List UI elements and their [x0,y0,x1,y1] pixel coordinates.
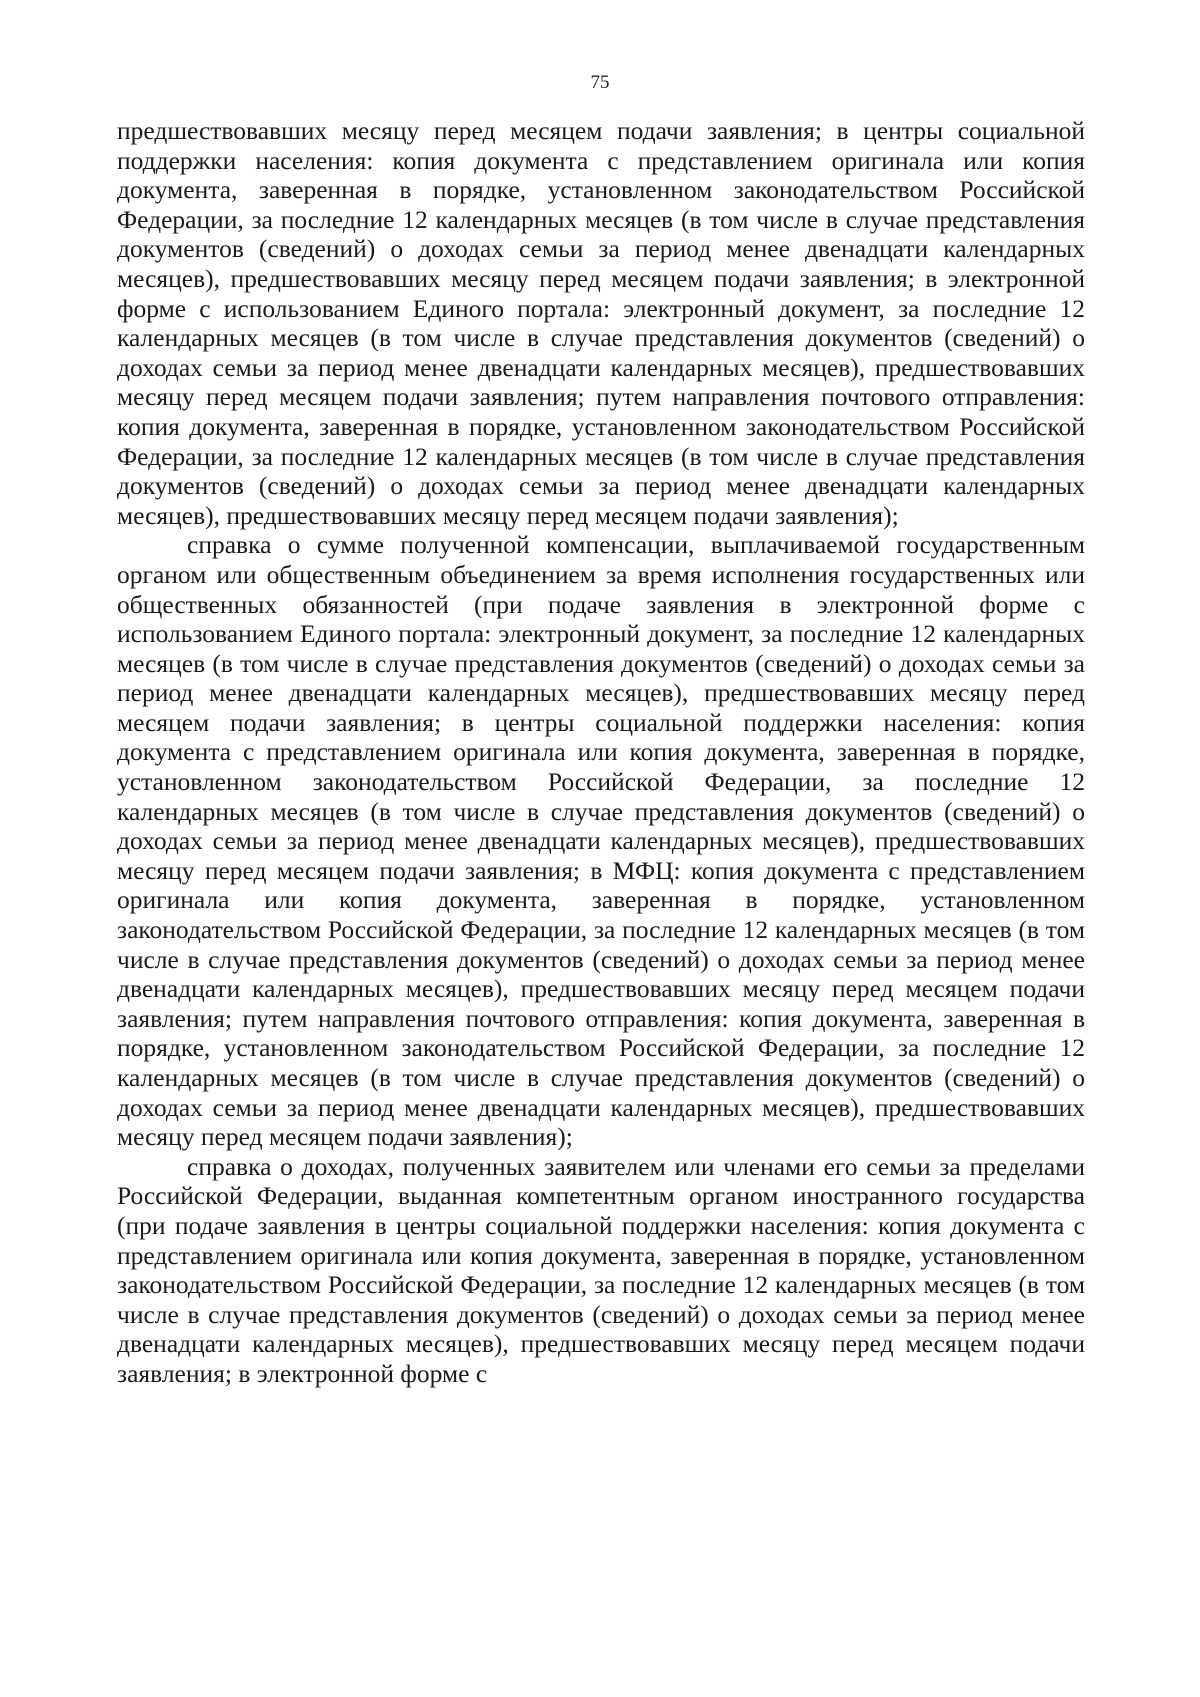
page-number: 75 [590,72,610,93]
paragraph-3: справка о доходах, полученных заявителем или членами его семьи за пределами Российской Федерации, выданная компетентным органом иностранного государства (при подаче заявления в центры социальной поддержки населения: копия документа с представлением оригинала или копия документа, заверенная в порядке, установленном законодательством Российской Федерации, за последние 12 календарных месяцев (в том числе в случае представления документов (сведений) о доходах семьи за период менее двенадцати календарных месяцев), предшествовавших месяцу перед месяцем подачи заявления; в электронной форме с [117,1151,1085,1388]
paragraph-1: предшествовавших месяцу перед месяцем подачи заявления; в центры социальной поддержки населения: копия документа с представлением оригинала или копия документа, заверенная в порядке, установленном законодательством Российской Федерации, за последние 12 календарных месяцев (в том числе в случае представления документов (сведений) о доходах семьи за период менее двенадцати календарных месяцев), предшествовавших месяцу перед месяцем подачи заявления; в электронной форме с использованием Единого портала: электронный документ, за последние 12 календарных месяцев (в том числе в случае представления документов (сведений) о доходах семьи за период менее двенадцати календарных месяцев), предшествовавших месяцу перед месяцем подачи заявления; путем направления почтового отправления: копия документа, заверенная в порядке, установленном законодательством Российской Федерации, за последние 12 календарных месяцев (в том числе в случае представления документов (сведений) о доходах семьи за период менее двенадцати календарных месяцев), предшествовавших месяцу перед месяцем подачи заявления); [117,116,1085,530]
document-body [117,116,1085,1389]
paragraph-2: справка о сумме полученной компенсации, выплачиваемой государственным органом или общественным объединением за время исполнения государственных или общественных обязанностей (при подаче заявления в электронной форме с использованием Единого портала: электронный документ, за последние 12 календарных месяцев (в том числе в случае представления документов (сведений) о доходах семьи за период менее двенадцати календарных месяцев), предшествовавших месяцу перед месяцем подачи заявления; в центры социальной поддержки населения: копия документа с представлением оригинала или копия документа, заверенная в порядке, установленном законодательством Российской Федерации, за последние 12 календарных месяцев (в том числе в случае представления документов (сведений) о доходах семьи за период менее двенадцати календарных месяцев), предшествовавших месяцу перед месяцем подачи заявления; в МФЦ: копия документа с представлением оригинала или копия документа, заверенная в порядке, установленном законодательством Российской Федерации, за последние 12 календарных месяцев (в том числе в случае представления документов (сведений) о доходах семьи за период менее двенадцати календарных месяцев), предшествовавших месяцу перед месяцем подачи заявления; путем направления почтового отправления: копия документа, заверенная в порядке, установленном законодательством Российской Федерации, за последние 12 календарных месяцев (в том числе в случае представления документов (сведений) о доходах семьи за период менее двенадцати календарных месяцев), предшествовавших месяцу перед месяцем подачи заявления); [117,530,1085,1152]
